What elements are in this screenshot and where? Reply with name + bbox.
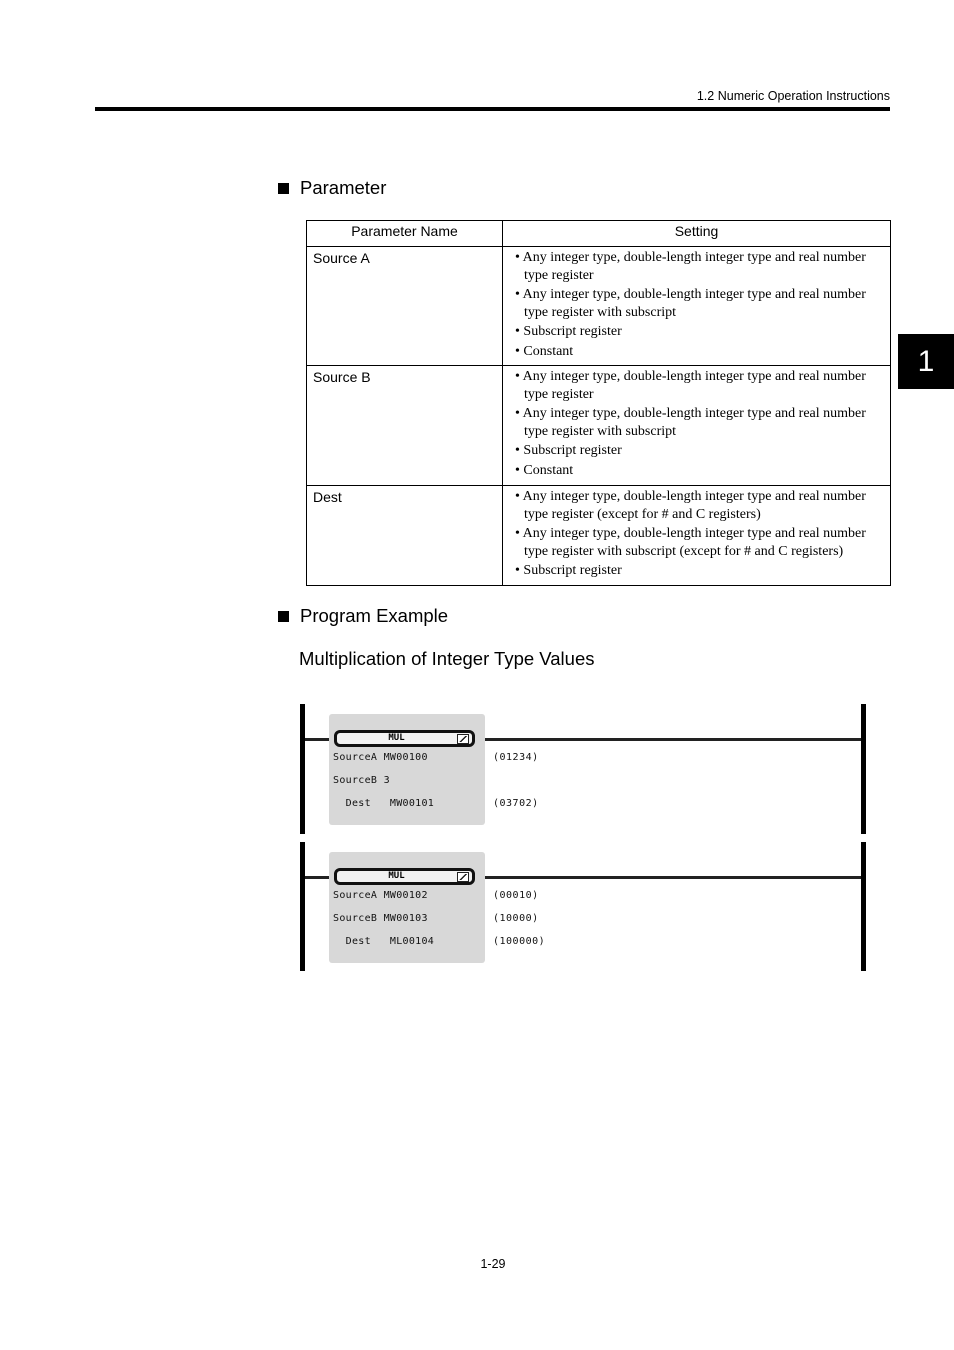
expand-icon xyxy=(457,872,469,882)
ladder-diagram-1 xyxy=(300,704,868,834)
parameter-heading-text: Parameter xyxy=(300,177,387,198)
table-header-row xyxy=(307,221,891,247)
operand-value: (00010) xyxy=(493,890,539,901)
program-example-heading xyxy=(278,605,448,627)
table-row xyxy=(307,247,891,366)
setting-item: • Any integer type, double-length integer type and real number type register (except for # and C registers) xyxy=(515,489,866,522)
page-number: 1-29 xyxy=(480,1257,506,1271)
parameter-name: Dest xyxy=(307,486,503,586)
setting-item: • Constant xyxy=(515,462,574,478)
instruction-block xyxy=(329,714,485,825)
expand-icon xyxy=(457,734,469,744)
parameter-name: Source A xyxy=(307,247,503,366)
instruction-header xyxy=(334,730,475,747)
operand-source-a: SourceA MW00102 xyxy=(333,890,428,901)
running-header: 1.2 Numeric Operation Instructions xyxy=(696,89,890,103)
right-power-rail xyxy=(861,704,866,834)
setting-item: • Any integer type, double-length integer type and real number type register with subscript (except for # and C registers) xyxy=(515,526,866,559)
left-power-rail xyxy=(300,842,305,971)
rung-wire xyxy=(478,876,861,879)
setting-item: • Any integer type, double-length integer type and real number type register with subscript xyxy=(515,287,866,320)
instruction-header xyxy=(334,868,475,885)
operand-value: (100000) xyxy=(493,936,546,947)
program-example-heading-text: Program Example xyxy=(300,605,449,626)
ladder-diagram-2 xyxy=(300,842,868,971)
parameter-setting xyxy=(503,247,891,366)
setting-item: • Subscript register xyxy=(515,443,622,458)
rung-wire xyxy=(478,738,861,741)
setting-item: • Subscript register xyxy=(515,563,622,578)
chapter-tab: 1 xyxy=(898,334,954,389)
operand-source-b: SourceB MW00103 xyxy=(333,913,428,924)
operand-value: (03702) xyxy=(493,798,539,809)
program-example-subheading: Multiplication of Integer Type Values xyxy=(299,648,595,669)
operand-source-a: SourceA MW00100 xyxy=(333,752,428,763)
right-power-rail xyxy=(861,842,866,971)
left-power-rail xyxy=(300,704,305,834)
parameter-heading xyxy=(278,177,386,199)
parameter-table xyxy=(306,220,891,586)
instruction-name: MUL xyxy=(388,871,405,881)
operand-value: (10000) xyxy=(493,913,539,924)
header-rule xyxy=(95,107,890,111)
setting-item: • Any integer type, double-length integer type and real number type register with subscript xyxy=(515,406,866,439)
setting-item: • Subscript register xyxy=(515,324,622,339)
parameter-setting xyxy=(503,366,891,486)
table-row xyxy=(307,366,891,486)
instruction-block xyxy=(329,852,485,963)
setting-item: • Any integer type, double-length integer type and real number type register xyxy=(515,250,866,283)
column-header-setting: Setting xyxy=(503,221,891,247)
setting-item: • Any integer type, double-length integer type and real number type register xyxy=(515,369,866,402)
operand-dest: Dest MW00101 xyxy=(333,798,435,809)
setting-item: • Constant xyxy=(515,343,574,359)
instruction-name: MUL xyxy=(388,733,405,743)
square-bullet-icon xyxy=(278,183,289,194)
parameter-setting xyxy=(503,486,891,586)
table-row xyxy=(307,486,891,586)
parameter-name: Source B xyxy=(307,366,503,486)
operand-dest: Dest ML00104 xyxy=(333,936,435,947)
square-bullet-icon xyxy=(278,611,289,622)
column-header-name: Parameter Name xyxy=(307,221,503,247)
operand-value: (01234) xyxy=(493,752,539,763)
operand-source-b: SourceB 3 xyxy=(333,775,390,786)
